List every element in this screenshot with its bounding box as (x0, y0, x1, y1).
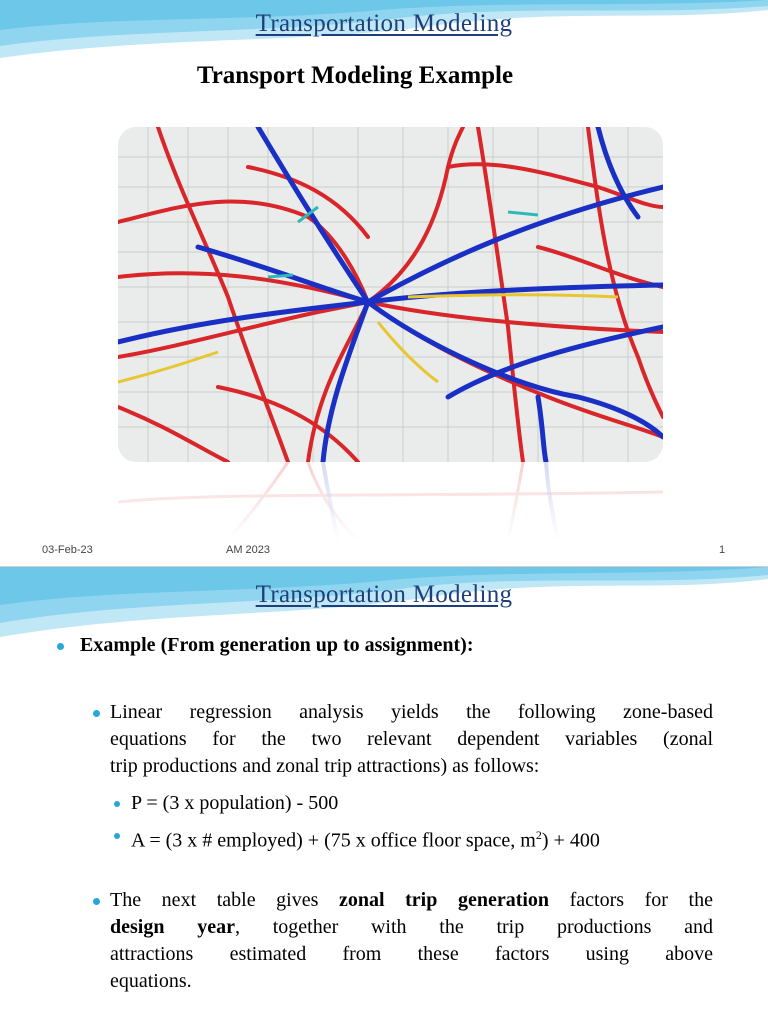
equation-a-part1: A = (3 x # employed) + (75 x office floor space, m (131, 829, 536, 852)
example-bold: Example (80, 634, 156, 656)
map-graphic (118, 127, 663, 462)
footer-page-number: 1 (719, 544, 726, 556)
bullet-icon (114, 833, 120, 839)
map-reflection (118, 462, 663, 540)
footer-date: 03-Feb-23 (42, 544, 93, 556)
example-rest: (From generation up to assignment): (155, 634, 474, 656)
bullet-icon (93, 710, 100, 717)
bullet-icon (93, 898, 100, 905)
bullet-icon (114, 801, 120, 807)
slide-2 (0, 567, 768, 1024)
equation-a-part2: ) + 400 (541, 829, 600, 852)
header-title: Transportation Modeling (255, 10, 513, 37)
map-reflection-graphic (118, 462, 663, 540)
para1-line-2: equations for the two relevant dependent variables (zonal (110, 728, 713, 750)
para2-line-1: The next table gives zonal trip generation factors for the (110, 889, 713, 911)
footer-center: AM 2023 (226, 544, 271, 556)
slide-title: Transport Modeling Example (196, 62, 514, 89)
para2-line-4: equations. (110, 970, 192, 992)
para1-line-1: Linear regression analysis yields the following zone-based (110, 701, 713, 723)
bullet-icon (57, 643, 64, 650)
example-heading (80, 632, 474, 659)
para1-line-3: trip productions and zonal trip attractions) as follows: (110, 755, 540, 777)
transport-network-map (118, 127, 663, 462)
para2-line-3: attractions estimated from these factors using above (110, 943, 713, 965)
header-title: Transportation Modeling (255, 581, 513, 608)
equation-a-superscript: 2 (535, 828, 542, 842)
equation-a (131, 822, 600, 855)
para2-line-2: design year, together with the trip productions and (110, 916, 714, 938)
equation-p: P = (3 x population) - 500 (131, 792, 339, 814)
